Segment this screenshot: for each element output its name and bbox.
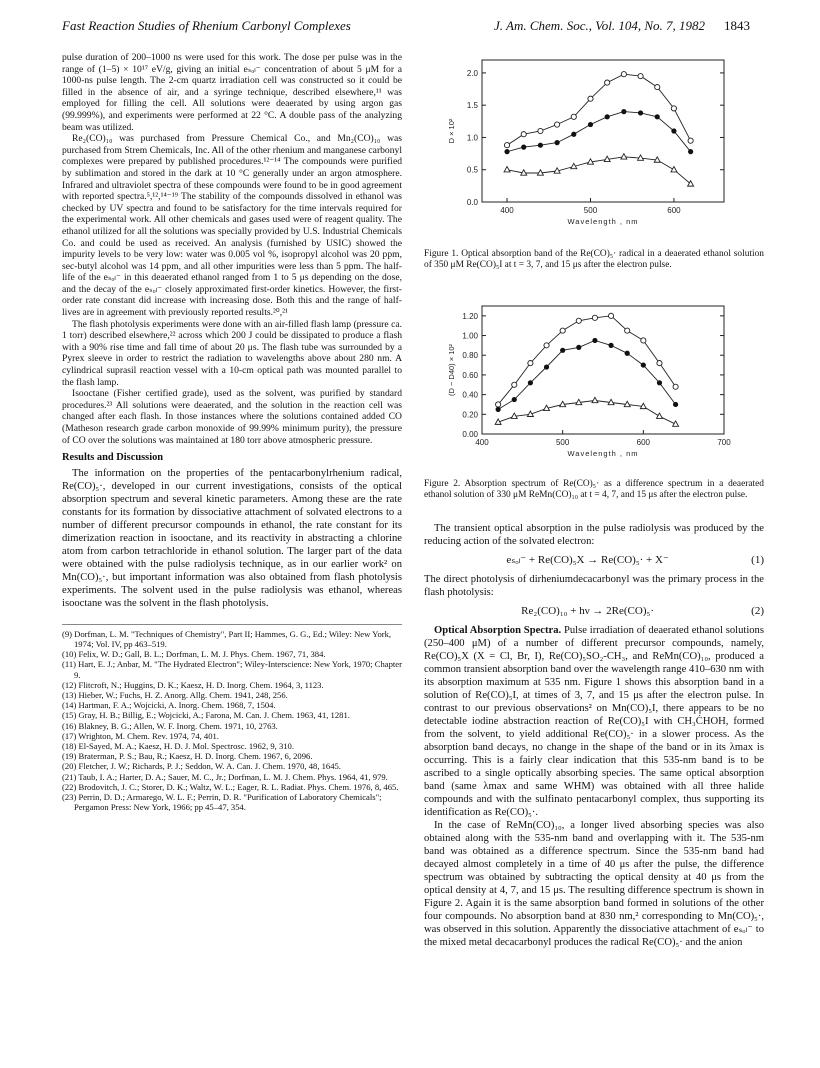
paragraph-text: Pulse irradiation of deaerated ethanol solutions (250–400 μM) of a number of different precursor compounds, namely, Re(CO)₅X (X = Cl, Br, I), Re(CO)₅SO₂-CH₃, and ReMn(CO)₁₀, produced a common transient absorption band over the wavelength range 410–630 nm with its absorption maximum at 535 nm. Figure 1 shows this absorption band in a solution of Re(CO)₅I, at times of 3, 7, and 15 μs after the electron pulse. In contrast to our previous observations² on Mn(CO)₅I, there appears to be no detectable iodine abstraction reaction of Re(CO)₅I with CH₃ĊHOH, formed from the solvent, to yield additional Re(CO)₅· in a slower process. As the absorption band decays, no change in the shape of the band or in its λmax is occurring. This is a fairly clear indication that this 535-nm band is to be ascribed to a single optically absorbing species. The same optical absorption band (same λmax and same WHM) was obtained with all three halide compounds and with the sulfinato pentacarbonyl complex, thus supporting its identification as Re(CO)₅·. [424,625,764,818]
reference-item: (20) Fletcher, J. W.; Richards, P. J.; Seddon, W. A. Can. J. Chem. 1970, 48, 1645. [62,761,341,772]
series-curve [507,74,691,145]
data-point [555,140,560,145]
y-tick-label: 0.60 [462,370,478,380]
paragraph [424,624,764,819]
series-curve [498,316,675,405]
data-point [521,132,526,137]
figure-1 [424,52,764,271]
x-tick-label: 500 [583,206,598,215]
x-tick-label: 600 [667,206,681,215]
reference-item: (22) Brodovitch, J. C.; Storer, D. K.; Waltz, W. L.; Eager, R. L. Radiat. Phys. Chem. 1976, 8, 465. [62,781,399,792]
reference-item: (12) Flitcroft, N.; Huggins, D. K.; Kaesz, H. D. Inorg. Chem. 1964, 3, 1123. [62,679,324,690]
data-point [688,138,693,143]
paragraph-heading: Optical Absorption Spectra. [434,625,562,636]
y-tick-label: 0.20 [462,410,478,420]
data-point [528,380,533,385]
figure-1-caption: Figure 1. Optical absorption band of the Re(CO)₅· radical in a deaerated ethanol solution of 350 μM Re(CO)₅I at t = 3, 7, and 15 μs after the electron pulse. [424,249,764,270]
equation-text: Re₂(CO)₁₀ + hν → 2Re(CO)₅· [521,605,654,617]
data-point [621,72,626,77]
paragraph: In the case of ReMn(CO)₁₀, a longer lived absorbing species was also obtained along with the 535-nm band and overlapping with it. The 535-nm band was obtained as a difference spectrum. Since the 535-nm band had decayed almost completely in a time of 40 μs after the pulse, the difference spectrum was obtained by subtracting the optical density at 40 μs from the optical density at 4, 7, and 15 μs. The resulting difference spectrum is shown in Figure 2. Again it is the same absorption band formed in solutions of the other four compounds. No absorption band at 830 nm,² corresponding to Mn(CO)₅·, was observed in this solution. Apparently the dissociative attachment of eₛₒₗ⁻ to the mixed metal decacarbonyl produces the radical Re(CO)₅· and the anion [424,820,764,948]
x-tick-label: 700 [717,438,731,447]
y-tick-label: 2.0 [466,68,478,78]
data-point [592,338,597,343]
y-tick-label: 0.40 [462,390,478,400]
equation-1 [424,554,764,567]
data-point [496,402,501,407]
data-point [671,167,677,172]
data-point [605,114,610,119]
paragraph: The information on the properties of the pentacarbonylrhenium radical, Re(CO)₅·, developed in our current investigations, consists of the optical absorption spectrum and several kinetic parameters. Among these are the rate constants for its formation by dissociative attachment of solvated electrons to a number of different precursor compounds in ethanol, the rate constant for its dimerization reaction in isooctane, and its reactivity in abstracting a chlorine atom from carbon tetrachloride in ethanol solution. The larger part of the data were obtained with the pulse radiolysis technique, as in our earlier work² on Mn(CO)₅·, but important information was also obtained from flash photolysis experiments. The solvent used in the pulse radiolysis was ethanol, whereas isooctane was the solvent in the flash photolysis. [62,467,402,609]
data-point [621,109,626,114]
references [62,624,402,813]
y-tick-label: 0.0 [466,198,478,207]
y-axis-label: (D − D40) × 10² [447,343,456,397]
data-point [504,143,509,148]
data-point [656,413,662,418]
reference-item: (19) Braterman, P. S.; Bau, R.; Kaesz, H. D. Inorg. Chem. 1967, 6, 2096. [62,751,313,762]
paragraph: Re₂(CO)₁₀ was purchased from Pressure Chemical Co., and Mn₂(CO)₁₀ was purchased from Strem Chemicals, Inc. All of the other rhenium and manganese carbonyl complexes were prepared by published procedures.¹²⁻¹⁴ The compounds were purified by sublimation and stored in the dark at 10 °C generally under an argon atmosphere. Infrared and ultraviolet spectra of these compounds were found to be in good agreement with reported spectra.⁵,¹²,¹⁴⁻¹⁹ The stability of the compounds dissolved in ethanol was checked by UV spectra and found to be satisfactory for the time intervals required for the experimental work. All other chemicals and gases used were of reagent quality. The ethanol utilized for all the solutions was specially provided by U.S. Industrial Chemicals Co. and could be used as received. An analysis (furnished by USIC) showed the impurity levels to be very low: water was 0.005 vol %, isopropyl alcohol was 20 ppm, sec-butyl alcohol was 14 ppm, and all other impurities were less than 5 ppm. The half-life of the eₛₒₗ⁻ in this deaerated ethanol ranged from 1 to 5 μs depending on the dose, and the decay of the eₛₒₗ⁻ closely approximated first-order kinetics. However, the first-order rate constant did increase with increasing dose. Both this and the range of half-lives are in agreement with previously reported results.²⁰,²¹ [62,133,402,319]
figure-2 [424,298,764,501]
reference-item: (14) Hartman, F. A.; Wojcicki, A. Inorg. Chem. 1968, 7, 1504. [62,700,276,711]
section-heading: Results and Discussion [62,452,164,464]
data-point [641,338,646,343]
paragraph: pulse duration of 200–1000 ns were used for this work. The dose per pulse was in the range of (1–5) × 10¹⁷ eV/g, giving an initial eₛₒₗ⁻ concentration of about 5 μM for a 1000-ns pulse length. The 2-cm quartz irradiation cell was constructed so it could be filled in the absence of air, and a syringe technique, described elsewhere,¹¹ was employed for filling the cell. All solutions were deaerated by using argon gas (99.999%), and experiments were performed at 22 °C. A double pass of the analyzing beam was utilized. [62,52,402,133]
data-point [638,74,643,79]
figure-2-caption: Figure 2. Absorption spectrum of Re(CO)₅· as a difference spectrum in a deaerated ethanol solution of 330 μM ReMn(CO)₁₀ at t = 4, 7, and 15 μs after the electron pulse. [424,479,764,500]
page-number: 1843 [724,18,750,33]
data-point [512,382,517,387]
data-point [641,362,646,367]
reference-item: (11) Hart, E. J.; Anbar, M. "The Hydrated Electron"; Wiley-Interscience: New York, 1970; Chapter 9. [62,659,402,680]
paragraph: The direct photolysis of dirheniumdecacarbonyl was the primary process in the flash photolysis: [424,574,764,598]
paragraph: The transient optical absorption in the pulse radiolysis was produced by the reducing action of the solvated electron: [424,523,764,547]
series-curve [507,157,691,184]
y-tick-label: 0.5 [466,165,478,175]
data-point [555,122,560,127]
equation-number: (2) [751,605,764,617]
plot-frame [482,306,724,434]
data-point [496,407,501,412]
data-point [588,122,593,127]
data-point [521,145,526,150]
y-tick-label: 1.00 [462,331,478,341]
paragraph: Isooctane (Fisher certified grade), used as the solvent, was purified by standard procedures.²³ All solutions were deaerated, and the solution in the reaction cell was changed after each flash. In those instances where the solutions contained added CO (Matheson research grade carbon monoxide of 99.99% minimum purity), the pressure of CO over the solutions was maintained at 180 torr above atmospheric pressure. [62,388,402,446]
data-point [538,143,543,148]
equation-2 [424,605,764,618]
data-point [528,361,533,366]
data-point [560,348,565,353]
reference-item: (18) El-Sayed, M. A.; Kaesz, H. D. J. Mol. Spectrosc. 1962, 9, 310. [62,741,295,752]
data-point [673,384,678,389]
right-column [424,522,764,949]
reference-item: (10) Felix, W. D.; Gall, B. L.; Dorfman, L. M. J. Phys. Chem. 1967, 71, 384. [62,649,326,660]
data-point [592,315,597,320]
data-point [504,167,510,172]
data-point [655,85,660,90]
data-point [592,397,598,402]
y-tick-label: 1.5 [466,101,478,111]
data-point [544,343,549,348]
data-point [621,154,627,159]
data-point [538,128,543,133]
x-axis-label: Wavelength , nm [567,217,639,226]
figure-2-chart [424,298,764,468]
data-point [504,149,509,154]
data-point [571,114,576,119]
series-curve [498,341,675,410]
data-point [544,364,549,369]
data-point [571,132,576,137]
data-point [512,397,517,402]
data-point [671,128,676,133]
data-point [625,351,630,356]
data-point [560,328,565,333]
data-point [638,110,643,115]
data-point [625,328,630,333]
y-tick-label: 0.00 [462,430,478,439]
x-tick-label: 400 [500,206,514,215]
data-point [673,402,678,407]
plot-frame [482,60,724,202]
data-point [655,114,660,119]
figure-1-chart [424,52,764,242]
series-curve [507,112,691,152]
data-point [605,80,610,85]
data-point [657,380,662,385]
y-tick-label: 0.80 [462,351,478,361]
x-tick-label: 500 [555,438,570,447]
reference-item: (23) Perrin, D. D.; Armarego, W. L. F.; Perrin, D. R. "Purification of Laboratory Chemicals"; Pergamon Press: New York, 1966; pp 45–47, 354. [62,792,382,813]
data-point [576,318,581,323]
reference-item: (13) Hieber, W.; Fuchs, H. Z. Anorg. Allg. Chem. 1941, 248, 256. [62,690,288,700]
reference-item: (9) Dorfman, L. M. "Techniques of Chemistry", Part II; Hammes, G. G., Ed.; Wiley: New York, 1974; Vol. IV, pp 463–519. [62,628,392,649]
series-curve [498,401,675,425]
running-title: Fast Reaction Studies of Rhenium Carbonyl Complexes [62,18,351,33]
reference-item: (21) Taub, I. A.; Harter, D. A.; Sauer, M. C., Jr.; Dorfman, L. M. J. Chem. Phys. 1964, 41, 979. [62,771,388,782]
left-column [62,52,402,812]
x-axis-label: Wavelength , nm [567,449,639,458]
y-axis-label: D × 10² [447,118,456,144]
data-point [657,361,662,366]
reference-item: (15) Gray, H. B.; Billig, E.; Wojcicki, A.; Farona, M. Can. J. Chem. 1963, 41, 1281. [62,710,350,721]
data-point [588,96,593,101]
y-tick-label: 1.0 [466,133,478,143]
reference-item: (16) Blakney, B. G.; Allen, W. F. Inorg. Chem. 1971, 10, 2763. [62,720,278,731]
data-point [688,181,694,186]
data-point [608,343,613,348]
equation-number: (1) [751,554,764,566]
journal-citation: J. Am. Chem. Soc., Vol. 104, No. 7, 1982 [494,18,705,33]
reference-item: (17) Wrighton, M. Chem. Rev. 1974, 74, 401. [62,730,219,741]
equation-text: eₛₒₗ⁻ + Re(CO)₅X → Re(CO)₅· + X⁻ [506,554,669,566]
data-point [688,149,693,154]
data-point [576,345,581,350]
x-tick-label: 600 [636,438,651,447]
x-tick-label: 400 [475,438,489,447]
paragraph: The flash photolysis experiments were done with an air-filled flash lamp (pressure ca. 1 torr) described elsewhere,²² across which 200 J could be dissipated to produce a flash with a 90% rise time and fall time of about 20 μs. The flash tube was surrounded by a Pyrex sleeve in order to restrict the radiation to wavelengths above about 280 nm. A cylindrical suprasil reaction vessel with a 10-cm optical path was mounted parallel to the flash lamp. [62,318,402,388]
data-point [608,313,613,318]
data-point [671,106,676,111]
y-tick-label: 1.20 [462,311,478,321]
